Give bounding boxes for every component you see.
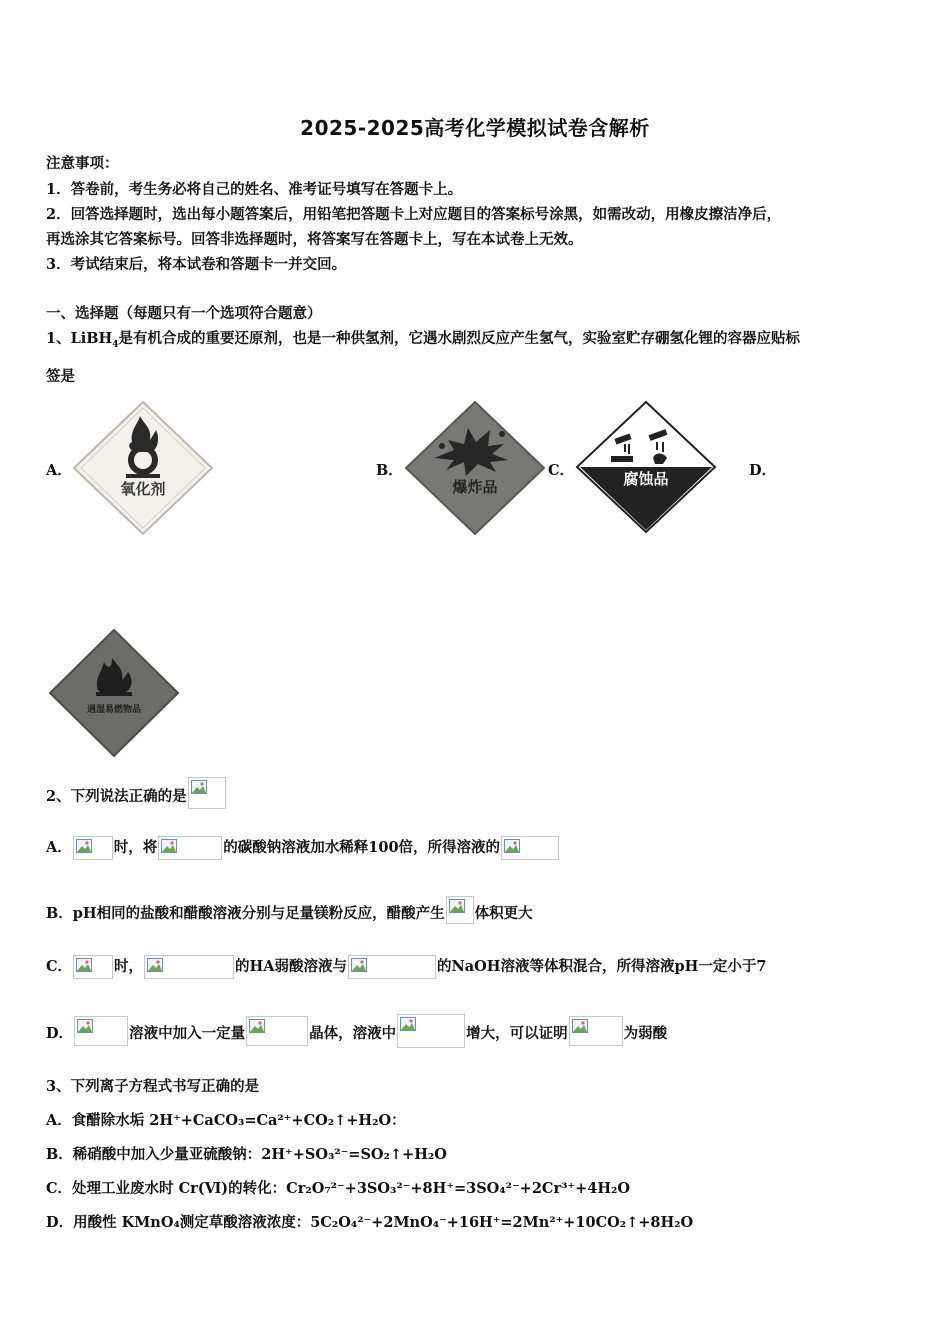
- broken-image-icon: [449, 899, 465, 913]
- broken-image-icon: [249, 1019, 265, 1033]
- q2-b-text-2: 体积更大: [474, 905, 533, 922]
- q2-c-text-2: 的HA弱酸溶液与: [235, 958, 347, 975]
- oxidizer-label-image: [72, 400, 214, 536]
- q3-stem: 3、下列离子方程式书写正确的是: [46, 1078, 260, 1095]
- q1-stem-post: 是有机合成的重要还原剂，也是一种供氢剂，它遇水剧烈反应产生氢气，实验室贮存硼氢化锂的容器应贴标: [118, 330, 801, 347]
- q2-c-label: C．: [46, 958, 73, 975]
- broken-image-placeholder: [446, 896, 474, 924]
- broken-image-placeholder: [73, 836, 113, 860]
- broken-image-icon: [572, 1019, 588, 1033]
- q2-c-text-1: 时，: [114, 958, 144, 975]
- notice-item-1: 1．答卷前，考生务必将自己的姓名、准考证号填写在答题卡上。: [46, 181, 463, 198]
- broken-image-placeholder: [501, 836, 559, 860]
- broken-image-icon: [147, 958, 163, 972]
- broken-image-placeholder: [348, 955, 436, 979]
- explosive-label-image: [404, 400, 546, 536]
- explosive-text: 爆炸品: [452, 478, 498, 496]
- q2-a-text-1: 时，将: [113, 839, 158, 856]
- page-title: 2025-2025高考化学模拟试卷含解析: [300, 116, 650, 140]
- q3-option-d: D．用酸性 KMnO₄测定草酸溶液浓度：5C₂O₄²⁻+2MnO₄⁻+16H⁺=2Mn²⁺+10CO₂↑+8H₂O: [46, 1214, 694, 1231]
- broken-image-placeholder: [569, 1016, 623, 1046]
- q3-option-c: C．处理工业废水时 Cr(Ⅵ)的转化：Cr₂O₇²⁻+3SO₃²⁻+8H⁺=3SO₄²⁻+2Cr³⁺+4H₂O: [46, 1180, 631, 1197]
- broken-image-icon: [504, 839, 520, 853]
- broken-image-icon: [76, 958, 92, 972]
- oxidizer-text: 氧化剂: [120, 480, 166, 498]
- q2-a-text-2: 的碳酸钠溶液加水稀释100倍，所得溶液的: [223, 839, 501, 856]
- q2-option-c: [46, 955, 766, 979]
- q2-d-text-1: 溶液中加入一定量: [129, 1025, 246, 1042]
- broken-image-placeholder: [158, 836, 222, 860]
- q2-b-text-1: B．pH相同的盐酸和醋酸溶液分别与足量镁粉反应，醋酸产生: [46, 905, 445, 922]
- broken-image-placeholder: [397, 1014, 465, 1048]
- broken-image-icon: [77, 1019, 93, 1033]
- q2-stem: [46, 777, 227, 809]
- q1-stem-pre: 1、LiBH: [46, 330, 113, 347]
- q2-stem-text: 2、下列说法正确的是: [46, 788, 187, 805]
- q3-option-b: B．稀硝酸中加入少量亚硫酸钠：2H⁺+SO₃²⁻=SO₂↑+H₂O: [46, 1146, 447, 1163]
- notice-item-2: 2．回答选择题时，选出每小题答案后，用铅笔把答题卡上对应题目的答案标号涂黑，如需改动，用橡皮擦洁净后，: [46, 206, 782, 223]
- notice-item-2-cont: 再选涂其它答案标号。回答非选择题时，将答案写在答题卡上，写在本试卷上无效。: [46, 231, 583, 248]
- q2-d-text-3: 增大，可以证明: [466, 1025, 568, 1042]
- notice-heading: 注意事项：: [46, 155, 119, 172]
- broken-image-placeholder: [144, 955, 234, 979]
- q2-d-text-4: 为弱酸: [623, 1025, 668, 1042]
- dangerous-when-wet-label-image: [48, 628, 180, 758]
- q2-a-label: A．: [46, 839, 72, 856]
- dangerous-when-wet-text: 遇湿易燃物品: [86, 705, 142, 715]
- q3-option-a: A．食醋除水垢 2H⁺+CaCO₃=Ca²⁺+CO₂↑+H₂O：: [46, 1112, 406, 1129]
- q1-stem-cont: 签是: [46, 368, 75, 385]
- broken-image-icon: [161, 839, 177, 853]
- broken-image-icon: [400, 1017, 416, 1031]
- q1-option-d-label: D．: [749, 462, 777, 479]
- broken-image-icon: [351, 958, 367, 972]
- broken-image-placeholder: [73, 955, 113, 979]
- q2-d-text-2: 晶体，溶液中: [309, 1025, 397, 1042]
- q2-option-d: [46, 1014, 667, 1048]
- notice-item-3: 3．考试结束后，将本试卷和答题卡一并交回。: [46, 256, 347, 273]
- broken-image-placeholder: [74, 1016, 128, 1046]
- broken-image-icon: [76, 839, 92, 853]
- q1-option-a-label: A．: [46, 462, 72, 479]
- q2-option-a: [46, 836, 560, 860]
- q1-option-c-label: C．: [548, 462, 575, 479]
- broken-image-icon: [191, 780, 207, 794]
- q1-option-b-label: B．: [376, 462, 403, 479]
- q2-c-text-3: 的NaOH溶液等体积混合，所得溶液pH一定小于7: [437, 958, 767, 975]
- q1-stem-sub: 4: [112, 339, 119, 350]
- broken-image-placeholder: [188, 777, 226, 809]
- broken-image-placeholder: [246, 1016, 308, 1046]
- corrosive-text: 腐蚀品: [623, 470, 669, 488]
- section-heading: 一、选择题（每题只有一个选项符合题意）: [46, 305, 322, 322]
- q2-option-b: [46, 896, 533, 924]
- corrosive-label-image: [575, 400, 717, 534]
- q1-stem: [46, 327, 800, 350]
- q2-d-label: D．: [46, 1025, 74, 1042]
